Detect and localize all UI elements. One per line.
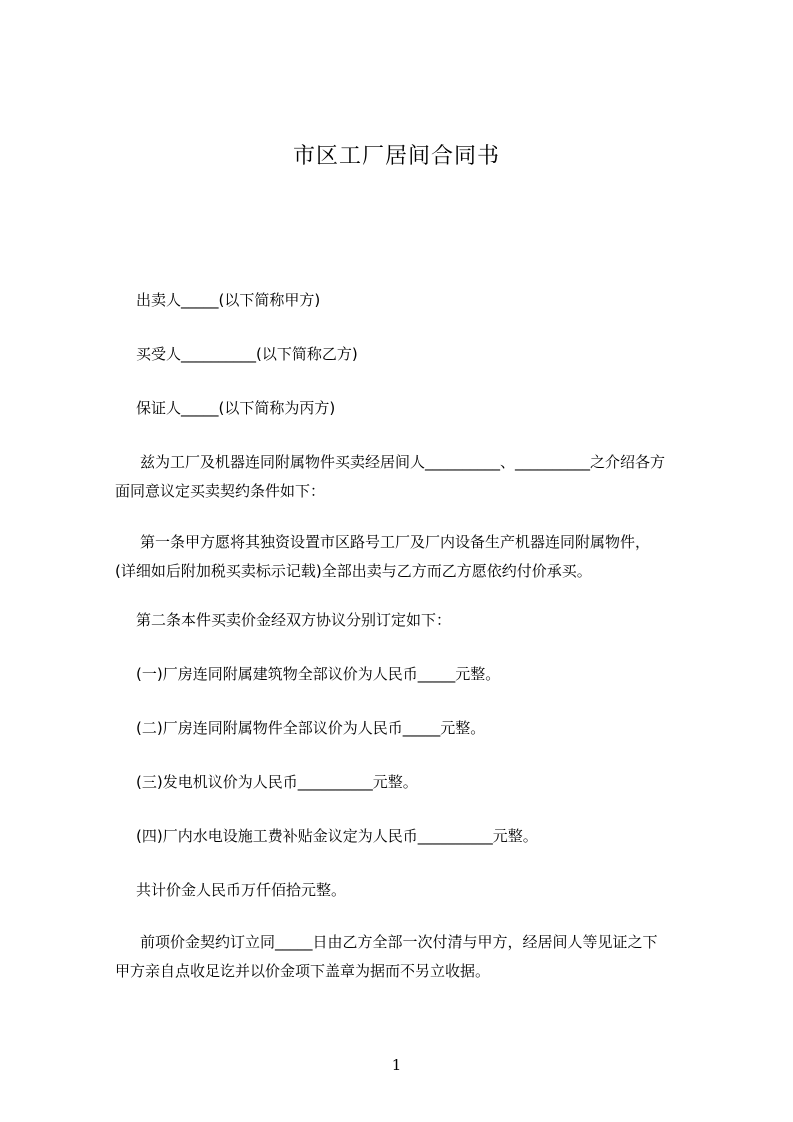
intro-paragraph-line-1: 兹为工厂及机器连同附属物件买卖经居间人__________、__________之介绍各方 bbox=[140, 453, 666, 471]
price-item-3: (三)发电机议价为人民币__________元整。 bbox=[136, 773, 418, 791]
article-1-line-1: 第一条甲方愿将其独资设置市区路号工厂及厂内设备生产机器连同附属物件， bbox=[140, 533, 651, 551]
intro-paragraph-line-2: 面同意议定买卖契约条件如下： bbox=[115, 482, 326, 500]
article-2-heading: 第二条本件买卖价金经双方协议分别订定如下： bbox=[136, 611, 452, 629]
page-number: 1 bbox=[391, 1056, 402, 1074]
price-item-4: (四)厂内水电设施工费补贴金议定为人民币__________元整。 bbox=[136, 827, 538, 845]
payment-paragraph-line-2: 甲方亲自点收足讫并以价金项下盖章为据而不另立收据。 bbox=[115, 962, 491, 980]
seller-line: 出卖人_____(以下简称甲方) bbox=[136, 291, 321, 309]
price-item-1: (一)厂房连同附属建筑物全部议价为人民币_____元整。 bbox=[136, 665, 501, 683]
buyer-line: 买受人__________(以下简称乙方) bbox=[136, 345, 358, 363]
payment-paragraph-line-1: 前项价金契约订立同_____日由乙方全部一次付清与甲方，经居间人等见证之下 bbox=[140, 933, 658, 951]
article-1-line-2: (详细如后附加税买卖标示记载)全部出卖与乙方而乙方愿依约付价承买。 bbox=[115, 562, 592, 580]
price-total: 共计价金人民币万仟佰拾元整。 bbox=[136, 881, 347, 899]
price-item-2: (二)厂房连同附属物件全部议价为人民币_____元整。 bbox=[136, 719, 486, 737]
guarantor-line: 保证人_____(以下简称为丙方) bbox=[136, 399, 336, 417]
document-title: 市区工厂居间合同书 bbox=[292, 144, 500, 169]
